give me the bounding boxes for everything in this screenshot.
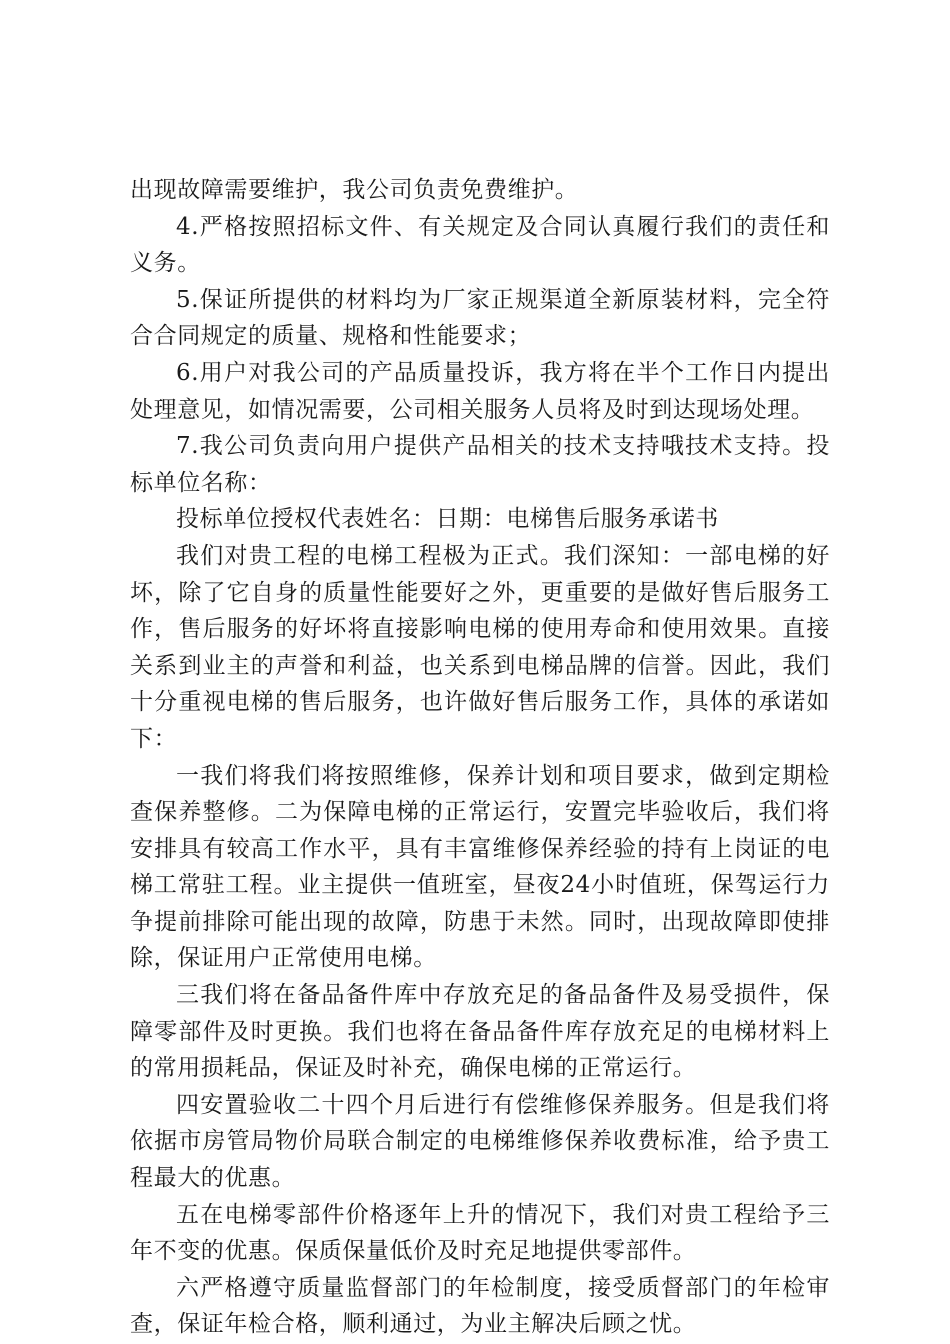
paragraph: 出现故障需要维护，我公司负责免费维护。 [130, 177, 579, 203]
paragraph: 六严格遵守质量监督部门的年检制度，接受质督部门的年检审查，保证年检合格，顺利通过，为业主解决后顾之忧。 [130, 1274, 830, 1338]
paragraph: 7.我公司负责向用户提供产品相关的技术支持哦技术支持。投标单位名称： [130, 433, 830, 496]
paragraph: 投标单位授权代表姓名：日期：电梯售后服务承诺书 [176, 506, 719, 533]
document-body [130, 172, 830, 1343]
paragraph: 四安置验收二十四个月后进行有偿维修保养服务。但是我们将依据市房管局物价局联合制定的电梯维修保养收费标准，给予贵工程最大的优惠。 [130, 1091, 830, 1192]
paragraph: 五在电梯零部件价格逐年上升的情况下，我们对贵工程给予三年不变的优惠。保质保量低价及时充足地提供零部件。 [130, 1201, 830, 1265]
paragraph: 5.保证所提供的材料均为厂家正规渠道全新原装材料，完全符合合同规定的质量、规格和性能要求； [130, 286, 830, 350]
paragraph: 我们对贵工程的电梯工程极为正式。我们深知：一部电梯的好坏，除了它自身的质量性能要好之外，更重要的是做好售后服务工作，售后服务的好坏将直接影响电梯的使用寿命和使用效果。直接关系到业主的声誉和利益，也关系到电梯品牌的信誉。因此，我们十分重视电梯的售后服务，也许做好售后服务工作，具体的承诺如下： [130, 542, 830, 752]
paragraph: 6.用户对我公司的产品质量投诉，我方将在半个工作日内提出处理意见，如情况需要，公司相关服务人员将及时到达现场处理。 [130, 359, 830, 423]
paragraph: 一我们将我们将按照维修，保养计划和项目要求，做到定期检查保养整修。二为保障电梯的正常运行，安置完毕验收后，我们将安排具有较高工作水平，具有丰富维修保养经验的持有上岗证的电梯工常驻工程。业主提供一值班室，昼夜24小时值班，保驾运行力争提前排除可能出现的故障，防患于未然。同时，出现故障即使排除，保证用户正常使用电梯。 [130, 762, 830, 972]
paragraph: 三我们将在备品备件库中存放充足的备品备件及易受损件，保障零部件及时更换。我们也将在备品备件库存放充足的电梯材料上的常用损耗品，保证及时补充，确保电梯的正常运行。 [130, 982, 830, 1082]
paragraph: 4.严格按照招标文件、有关规定及合同认真履行我们的责任和义务。 [130, 213, 830, 277]
